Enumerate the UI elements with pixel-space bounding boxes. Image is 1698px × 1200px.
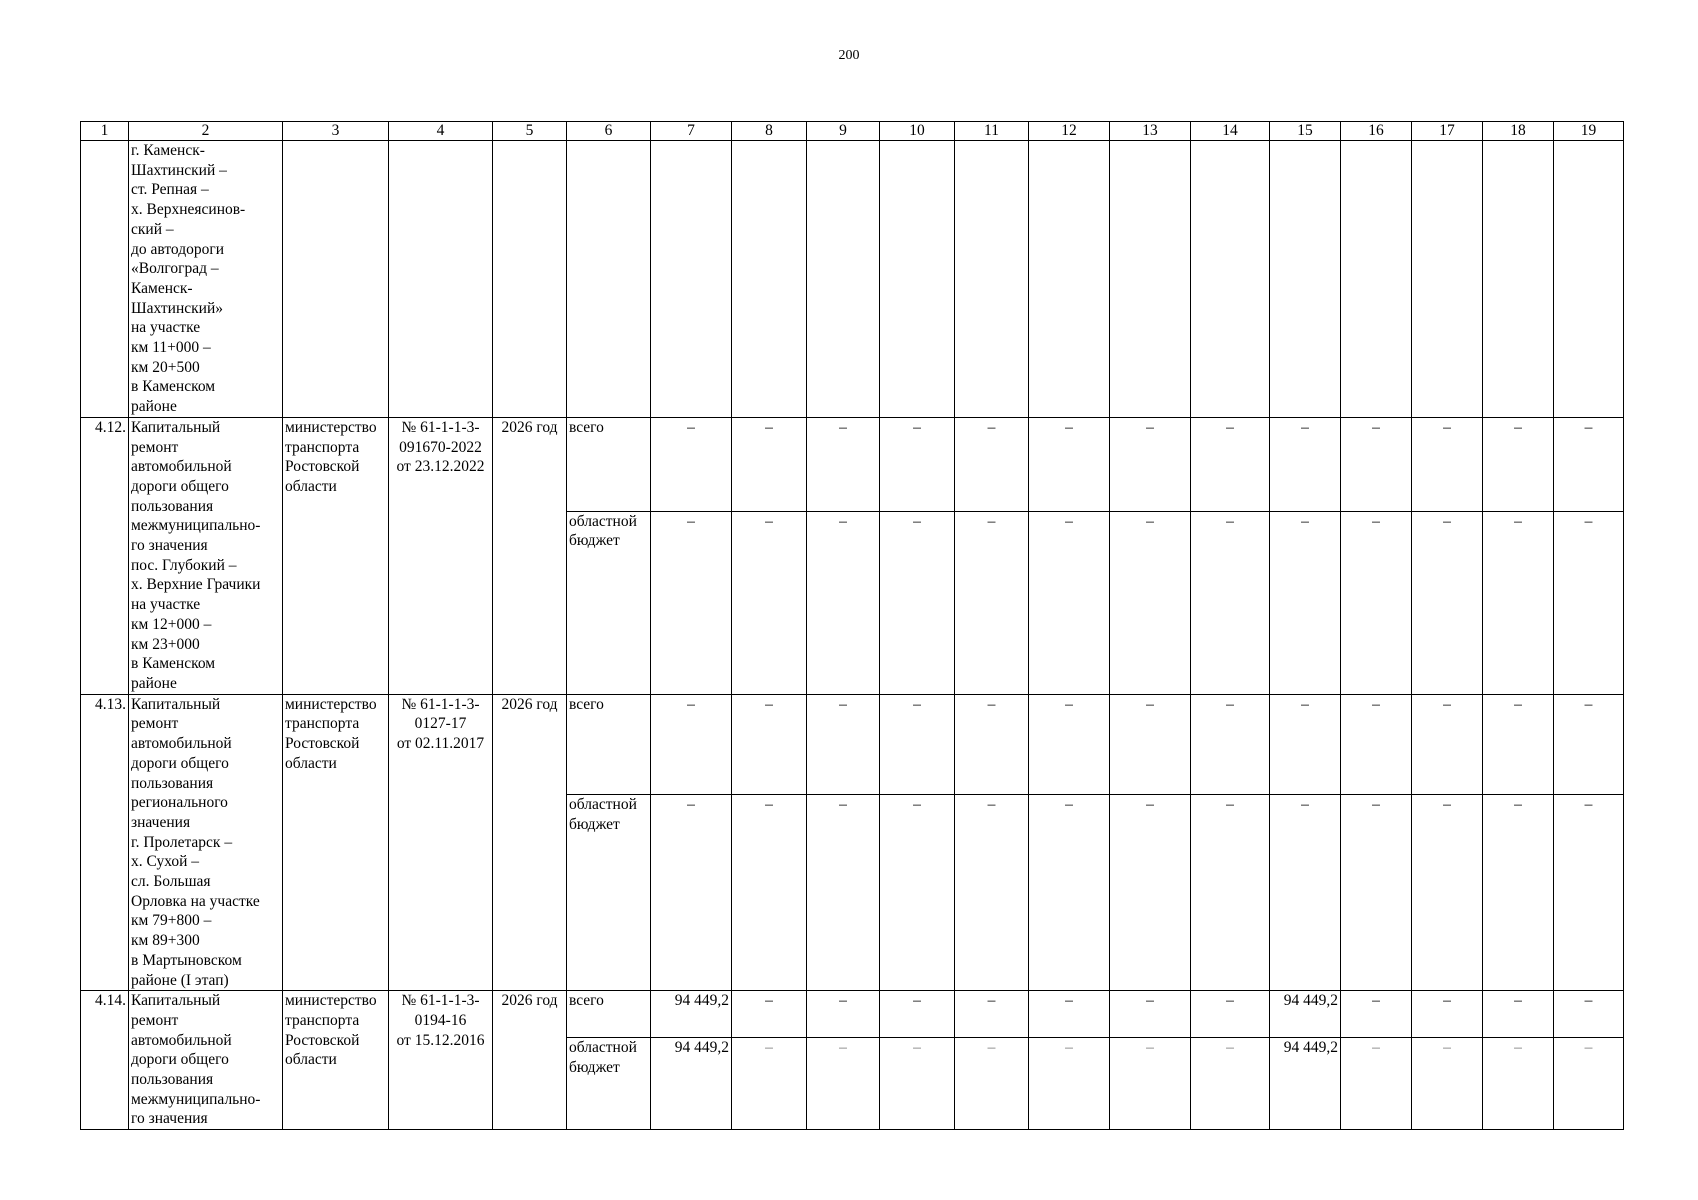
value-cell: – xyxy=(1412,417,1483,511)
empty-cell xyxy=(567,141,651,418)
executor-cell-line: министерство xyxy=(285,992,377,1010)
value-cell: – xyxy=(1110,417,1191,511)
document-cell-line: от 02.11.2017 xyxy=(396,735,485,753)
table-row xyxy=(81,694,1624,794)
year-cell: 2026 год xyxy=(493,991,567,1130)
value-cell: – xyxy=(1191,694,1270,794)
row-number-cell xyxy=(81,141,129,418)
funding-source-cell-line: областной xyxy=(569,796,637,814)
document-cell xyxy=(389,991,493,1130)
value-cell: – xyxy=(1483,991,1554,1038)
value-cell: 94 449,2 xyxy=(651,991,732,1038)
document-cell-line: № 61-1-1-3- xyxy=(401,695,480,713)
description-cell xyxy=(129,991,283,1130)
value-cell: – xyxy=(807,511,880,694)
description-cell-line: км 12+000 – xyxy=(131,615,212,633)
description-cell-line: в Мартыновском xyxy=(131,951,242,969)
empty-cell xyxy=(732,141,807,418)
description-cell-line: сл. Большая xyxy=(131,873,211,891)
value-cell: – xyxy=(732,991,807,1038)
executor-cell xyxy=(283,991,389,1130)
value-cell: – xyxy=(1341,694,1412,794)
value-cell: – xyxy=(1412,991,1483,1038)
value-cell: – xyxy=(1483,511,1554,694)
value-cell: – xyxy=(1554,417,1624,511)
empty-cell xyxy=(1412,141,1483,418)
funding-source-cell-line: бюджет xyxy=(569,815,620,833)
value-cell: – xyxy=(1554,1038,1624,1130)
row-number-cell: 4.13. xyxy=(81,694,129,991)
description-cell xyxy=(129,417,283,694)
value-cell: – xyxy=(1341,417,1412,511)
column-number-cell: 15 xyxy=(1270,122,1341,141)
value-cell: – xyxy=(1110,795,1191,991)
description-cell-line: ремонт xyxy=(131,1011,179,1029)
value-cell: – xyxy=(1191,417,1270,511)
description-cell-line: межмуниципально- xyxy=(131,517,261,535)
row-number-cell: 4.14. xyxy=(81,991,129,1130)
executor-cell-line: министерство xyxy=(285,418,377,436)
description-cell-line: км 20+500 xyxy=(131,358,200,376)
description-cell xyxy=(129,141,283,418)
funding-source-cell-line: бюджет xyxy=(569,1059,620,1076)
value-cell: – xyxy=(1412,795,1483,991)
description-cell-line: го значения xyxy=(131,1110,208,1128)
empty-cell xyxy=(1483,141,1554,418)
column-number-cell: 18 xyxy=(1483,122,1554,141)
value-cell: – xyxy=(1483,795,1554,991)
value-cell: – xyxy=(1412,694,1483,794)
value-cell: – xyxy=(955,417,1029,511)
description-cell-line: на участке xyxy=(131,319,201,337)
empty-cell xyxy=(880,141,955,418)
document-cell-line: № 61-1-1-3- xyxy=(401,992,480,1010)
document-cell xyxy=(389,694,493,991)
description-cell-line: км 23+000 xyxy=(131,635,200,653)
executor-cell-line: Ростовской xyxy=(285,1031,360,1049)
year-cell: 2026 год xyxy=(493,694,567,991)
value-cell: – xyxy=(1029,511,1110,694)
document-cell-line: 0194-16 xyxy=(414,1011,467,1029)
description-cell-line: г. Пролетарск – xyxy=(131,833,233,851)
value-cell: – xyxy=(732,1038,807,1130)
description-cell-line: районе xyxy=(131,674,177,692)
empty-cell xyxy=(283,141,389,418)
value-cell: – xyxy=(1341,991,1412,1038)
description-cell-line: го значения xyxy=(131,537,208,555)
value-cell: – xyxy=(1110,694,1191,794)
value-cell: – xyxy=(1270,511,1341,694)
table-row xyxy=(81,991,1624,1038)
continuation-row xyxy=(81,141,1624,418)
empty-cell xyxy=(389,141,493,418)
value-cell: – xyxy=(1412,511,1483,694)
value-cell: – xyxy=(1341,511,1412,694)
value-cell: – xyxy=(955,991,1029,1038)
description-cell-line: районе (I этап) xyxy=(131,971,229,989)
description-cell-line: автомобильной xyxy=(131,458,232,476)
funding-source-cell xyxy=(567,1038,651,1130)
value-cell: – xyxy=(880,417,955,511)
description-cell-line: х. Верхние Грачики xyxy=(131,576,261,594)
value-cell: – xyxy=(651,511,732,694)
empty-cell xyxy=(955,141,1029,418)
value-cell: – xyxy=(880,991,955,1038)
value-cell: – xyxy=(1554,991,1624,1038)
description-cell-line: Шахтинский – xyxy=(131,161,227,179)
description-cell-line: Капитальный xyxy=(131,992,221,1010)
description-cell-line: районе xyxy=(131,398,177,416)
description-cell-line: Орловка на участке xyxy=(131,892,260,910)
row-number-cell: 4.12. xyxy=(81,417,129,694)
column-number-cell: 19 xyxy=(1554,122,1624,141)
value-cell: – xyxy=(732,694,807,794)
value-cell: – xyxy=(1412,1038,1483,1130)
value-cell: – xyxy=(1554,795,1624,991)
empty-cell xyxy=(807,141,880,418)
description-cell-line: х. Сухой – xyxy=(131,853,200,871)
description-cell-line: х. Верхнеясинов- xyxy=(131,201,246,219)
value-cell: – xyxy=(807,417,880,511)
column-number-cell: 11 xyxy=(955,122,1029,141)
value-cell: – xyxy=(1270,417,1341,511)
column-number-cell: 14 xyxy=(1191,122,1270,141)
value-cell: 94 449,2 xyxy=(1270,991,1341,1038)
description-cell-line: «Волгоград – xyxy=(131,260,219,278)
description-cell-line: ский – xyxy=(131,220,174,238)
column-number-row xyxy=(81,122,1624,141)
empty-cell xyxy=(651,141,732,418)
table-body xyxy=(81,122,1624,1130)
description-cell-line: автомобильной xyxy=(131,1031,232,1049)
value-cell: – xyxy=(955,694,1029,794)
description-cell-line: км 79+800 – xyxy=(131,912,212,930)
column-number-cell: 5 xyxy=(493,122,567,141)
empty-cell xyxy=(493,141,567,418)
description-cell xyxy=(129,694,283,991)
executor-cell-line: Ростовской xyxy=(285,458,360,476)
description-cell-line: дороги общего xyxy=(131,1051,229,1069)
value-cell: – xyxy=(1191,511,1270,694)
column-number-cell: 8 xyxy=(732,122,807,141)
value-cell: – xyxy=(651,795,732,991)
description-cell-line: Капитальный xyxy=(131,695,221,713)
value-cell: – xyxy=(1029,991,1110,1038)
value-cell: – xyxy=(1110,511,1191,694)
value-cell: – xyxy=(1029,795,1110,991)
empty-cell xyxy=(1341,141,1412,418)
executor-cell-line: транспорта xyxy=(285,1011,360,1029)
column-number-cell: 9 xyxy=(807,122,880,141)
value-cell: – xyxy=(807,1038,880,1130)
description-cell-line: пос. Глубокий – xyxy=(131,556,237,574)
value-cell: – xyxy=(732,417,807,511)
description-cell-line: Капитальный xyxy=(131,418,221,436)
value-cell: – xyxy=(1191,795,1270,991)
executor-cell-line: министерство xyxy=(285,695,377,713)
column-number-cell: 12 xyxy=(1029,122,1110,141)
page-number: 200 xyxy=(838,48,860,63)
year-cell: 2026 год xyxy=(493,417,567,694)
value-cell: – xyxy=(1029,1038,1110,1130)
description-cell-line: км 89+300 xyxy=(131,932,200,950)
value-cell: – xyxy=(1554,694,1624,794)
description-cell-line: дороги общего xyxy=(131,477,229,495)
value-cell: – xyxy=(1110,1038,1191,1130)
value-cell: 94 449,2 xyxy=(1270,1038,1341,1130)
value-cell: – xyxy=(732,511,807,694)
empty-cell xyxy=(1270,141,1341,418)
budget-table xyxy=(80,121,1624,1130)
value-cell: – xyxy=(955,795,1029,991)
description-cell-line: на участке xyxy=(131,596,201,614)
description-cell-line: в Каменском xyxy=(131,655,216,673)
value-cell: – xyxy=(1483,1038,1554,1130)
value-cell: – xyxy=(1110,991,1191,1038)
column-number-cell: 6 xyxy=(567,122,651,141)
funding-source-cell-line: областной xyxy=(569,1039,637,1057)
funding-source-cell-line: областной xyxy=(569,512,637,530)
description-cell-line: Шахтинский» xyxy=(131,299,223,317)
column-number-cell: 3 xyxy=(283,122,389,141)
description-cell-line: значения xyxy=(131,813,191,831)
column-number-cell: 4 xyxy=(389,122,493,141)
value-cell: – xyxy=(1554,511,1624,694)
value-cell: – xyxy=(880,1038,955,1130)
description-cell-line: в Каменском xyxy=(131,378,216,396)
funding-source-cell: всего xyxy=(567,417,651,511)
value-cell: – xyxy=(1029,417,1110,511)
value-cell: – xyxy=(732,795,807,991)
description-cell-line: дороги общего xyxy=(131,754,229,772)
value-cell: – xyxy=(880,511,955,694)
value-cell: – xyxy=(955,511,1029,694)
document-cell-line: от 15.12.2016 xyxy=(396,1031,485,1049)
description-cell-line: межмуниципально- xyxy=(131,1090,261,1108)
value-cell: – xyxy=(651,417,732,511)
executor-cell-line: области xyxy=(285,477,337,495)
description-cell-line: ремонт xyxy=(131,715,179,733)
value-cell: – xyxy=(1341,795,1412,991)
value-cell: – xyxy=(1270,694,1341,794)
value-cell: – xyxy=(651,694,732,794)
value-cell: – xyxy=(1191,991,1270,1038)
description-cell-line: пользования xyxy=(131,774,214,792)
empty-cell xyxy=(1191,141,1270,418)
value-cell: – xyxy=(880,694,955,794)
value-cell: – xyxy=(1270,795,1341,991)
description-cell-line: г. Каменск- xyxy=(131,142,205,159)
description-cell-line: ст. Репная – xyxy=(131,181,209,199)
value-cell: – xyxy=(807,795,880,991)
document-cell xyxy=(389,417,493,694)
empty-cell xyxy=(1110,141,1191,418)
value-cell: – xyxy=(955,1038,1029,1130)
value-cell: – xyxy=(807,991,880,1038)
executor-cell-line: области xyxy=(285,1051,337,1069)
document-cell-line: № 61-1-1-3- xyxy=(401,418,480,436)
funding-source-cell-line: бюджет xyxy=(569,532,620,550)
description-cell-line: автомобильной xyxy=(131,735,232,753)
column-number-cell: 2 xyxy=(129,122,283,141)
funding-source-cell xyxy=(567,511,651,694)
value-cell: 94 449,2 xyxy=(651,1038,732,1130)
document-cell-line: 0127-17 xyxy=(414,715,467,733)
funding-source-cell: всего xyxy=(567,991,651,1038)
column-number-cell: 7 xyxy=(651,122,732,141)
funding-source-cell: всего xyxy=(567,694,651,794)
executor-cell-line: Ростовской xyxy=(285,735,360,753)
value-cell: – xyxy=(1483,417,1554,511)
empty-cell xyxy=(1554,141,1624,418)
document-cell-line: 091670-2022 xyxy=(399,438,482,456)
document-cell-line: от 23.12.2022 xyxy=(396,458,485,476)
value-cell: – xyxy=(1029,694,1110,794)
table-row xyxy=(81,417,1624,511)
description-cell-line: регионального xyxy=(131,794,228,812)
value-cell: – xyxy=(807,694,880,794)
column-number-cell: 10 xyxy=(880,122,955,141)
description-cell-line: до автодороги xyxy=(131,240,224,258)
description-cell-line: ремонт xyxy=(131,438,179,456)
description-cell-line: Каменск- xyxy=(131,279,193,297)
executor-cell xyxy=(283,694,389,991)
funding-source-cell xyxy=(567,795,651,991)
value-cell: – xyxy=(1191,1038,1270,1130)
description-cell-line: пользования xyxy=(131,1071,214,1089)
column-number-cell: 17 xyxy=(1412,122,1483,141)
value-cell: – xyxy=(1483,694,1554,794)
column-number-cell: 16 xyxy=(1341,122,1412,141)
value-cell: – xyxy=(1341,1038,1412,1130)
value-cell: – xyxy=(880,795,955,991)
empty-cell xyxy=(1029,141,1110,418)
description-cell-line: пользования xyxy=(131,497,214,515)
executor-cell-line: транспорта xyxy=(285,715,360,733)
description-cell-line: км 11+000 – xyxy=(131,339,211,357)
executor-cell-line: области xyxy=(285,754,337,772)
column-number-cell: 13 xyxy=(1110,122,1191,141)
executor-cell-line: транспорта xyxy=(285,438,360,456)
column-number-cell: 1 xyxy=(81,122,129,141)
executor-cell xyxy=(283,417,389,694)
